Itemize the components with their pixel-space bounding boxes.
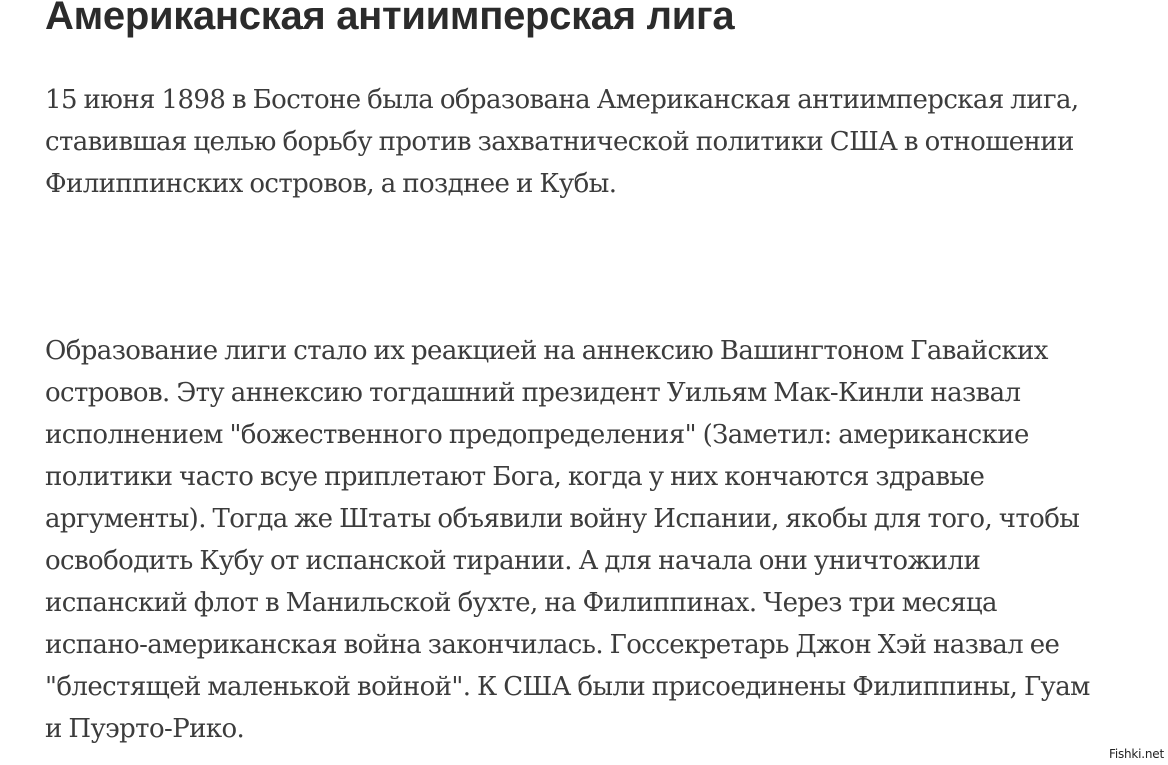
paragraph-line: Образование лиги стало их реакцией на аннексию Вашингтоном Гавайских [45, 336, 1048, 366]
paragraph-line: "блестящей маленькой войной". К США были присоединены Филиппины, Гуам [45, 672, 1090, 702]
paragraph-line: освободить Кубу от испанской тирании. А для начала они уничтожили [45, 546, 981, 576]
article-title: Американская антиимперская лига [45, 0, 735, 38]
paragraph-line: аргументы). Тогда же Штаты объявили войну Испании, якобы для того, чтобы [45, 504, 1080, 534]
article-paragraph-intro [45, 79, 1155, 205]
paragraph-line: и Пуэрто-Рико. [45, 714, 245, 744]
watermark-logo: Fishki.net [1108, 747, 1164, 761]
paragraph-line: политики часто всуе приплетают Бога, когда у них кончаются здравые [45, 462, 985, 492]
article-paragraph-body [45, 330, 1155, 750]
paragraph-line: исполнением "божественного предопределения" (Заметил: американские [45, 420, 1029, 450]
paragraph-line: испано-американская война закончилась. Госсекретарь Джон Хэй назвал ее [45, 630, 1060, 660]
paragraph-line: 15 июня 1898 в Бостоне была образована Американская антиимперская лига, [45, 85, 1079, 115]
paragraph-line: Филиппинских островов, а позднее и Кубы. [45, 169, 617, 199]
paragraph-line: ставившая целью борьбу против захватнической политики США в отношении [45, 127, 1074, 157]
paragraph-line: островов. Эту аннексию тогдашний президент Уильям Мак-Кинли назвал [45, 378, 1021, 408]
paragraph-line: испанский флот в Манильской бухте, на Филиппинах. Через три месяца [45, 588, 997, 618]
